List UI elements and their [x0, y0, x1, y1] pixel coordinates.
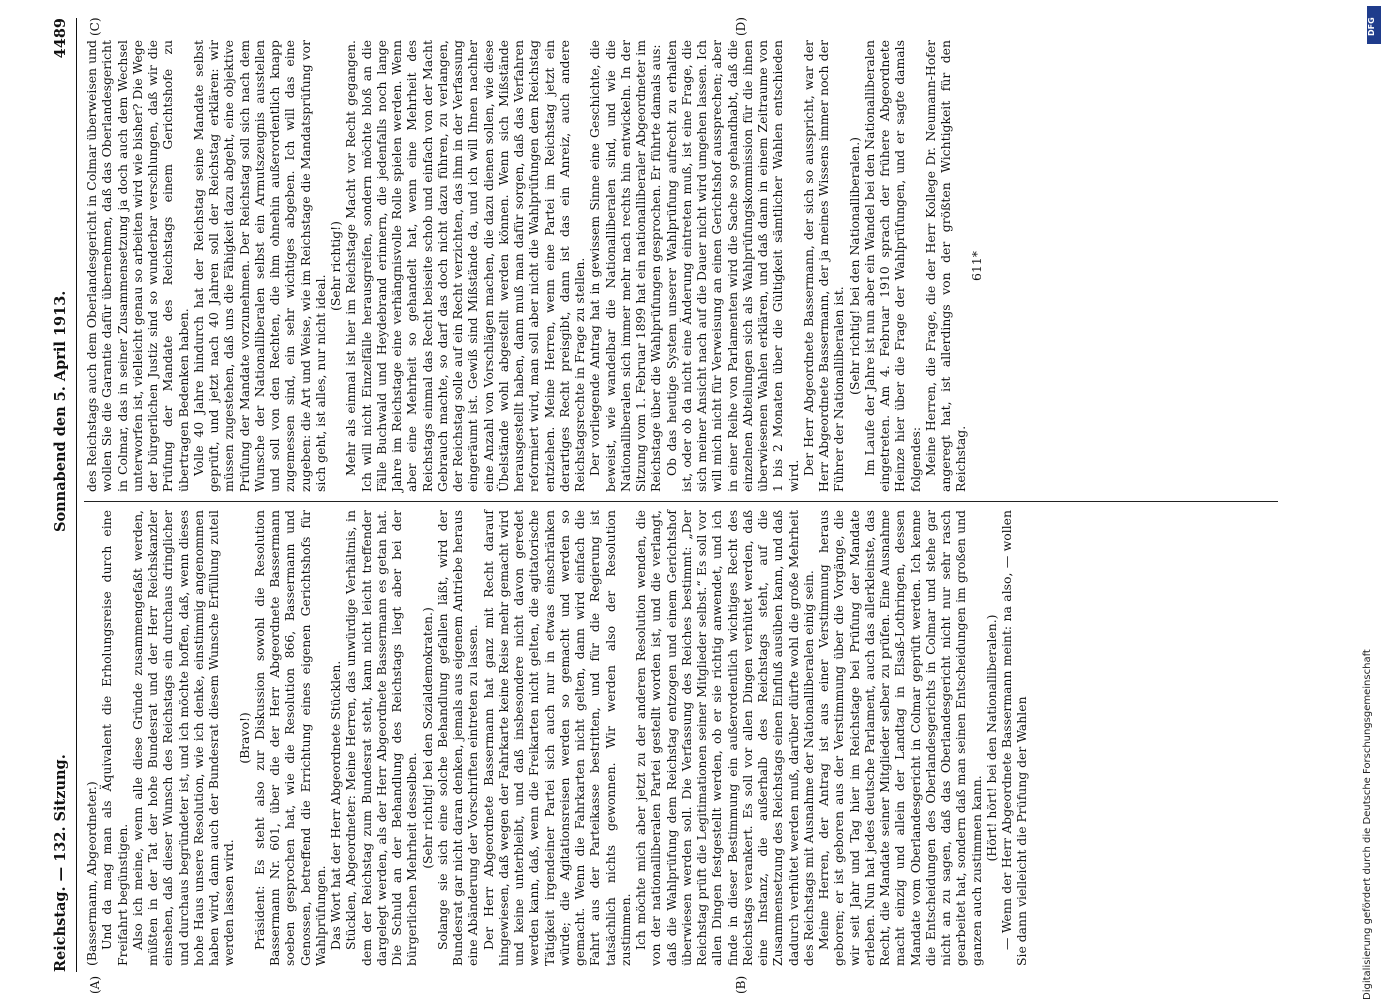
header-center: Sonnabend den 5. April 1913.	[52, 290, 69, 532]
margin-marker-c: (C)	[88, 17, 102, 36]
page-number: 4489	[52, 18, 69, 59]
dfg-logo: DFG	[1367, 6, 1381, 44]
paragraph: (Sehr richtig!)	[328, 221, 343, 311]
paragraph: Solange sie sich eine solche Behandlung gefallen läßt, wird der Bundesrat gar nicht daran denken, jemals aus eigenem Antriebe heraus eine Abänderung der Vorschriften eintreten zu lassen.	[434, 510, 481, 966]
paragraph: Mehr als einmal ist hier im Reichstage Macht vor Recht gegangen. Ich will nicht Einzelfälle herausgreifen, sondern möchte bloß an die Fälle Buchwald und Heydebrand erinnern, die jedenfalls noch lange Jahre im Reichstage eine verhängnisvolle Rolle spielen werden. Wenn aber eine Mehrheit so gehandelt hat, wenn eine Mehrheit des Reichstags einmal das Recht beiseite schob und einfach von der Macht Gebrauch machte, so darf das doch nicht dazu führen, zu verlangen, der Reichstag solle auf ein Recht verzichten, das ihm in der Verfassung eingeräumt ist. Gewiß sind Mißstände da, und ich will Ihnen nachher eine Anzahl von Vorschlägen machen, die dazu dienen sollen, wie diese Übelstände wohl abgestellt werden können. Wenn sich Mißstände herausgestellt haben, dann muß man dafür sorgen, daß das Verfahren reformiert wird, man soll aber nicht die Wahlprüfungen dem Reichstag entziehen. Meine Herren, wenn eine Partei im Reichstag jetzt ein derartiges Recht preisgibt, dann ist das ein Anreiz, auch andere Reichstagsrechte in Frage zu stellen.	[343, 40, 587, 492]
paragraph: — Wenn der Herr Abgeordnete Bassermann meint: na also, — wollen Sie dann vielleicht die Prüfung der Wahlen	[999, 510, 1030, 966]
left-text-column	[84, 510, 1030, 966]
paragraph: Ob das heutige System unserer Wahlprüfung aufrecht zu erhalten ist, oder ob da nicht eine Änderung eintreten muß, ist eine Frage, die sich meiner Ansicht nach auf die Dauer nicht wird umgehen lassen. Ich will mich nicht für Verweisung an einen Gerichtshof aussprechen; aber in einer Reihe von Parlamenten wird die Sache so gehandhabt, daß die einzelnen Abteilungen sich als Wahlprüfungskommission für die ihnen überwiesenen Wahlen erklären, und daß dann in einem Zeitraume von 1 bis 2 Monaten über die Gültigkeit sämtlicher Wahlen entschieden wird.	[663, 40, 801, 492]
paragraph: Also ich meine, wenn alle diese Gründe zusammengefaßt werden, müßten in der Tat der hohe Bundesrat und der Herr Reichskanzler einsehen, daß dieser Wunsch des Reichstags ein durchaus dringlicher und durchaus begründeter ist, und ich möchte hoffen, daß, wenn dieses hohe Haus unsere Resolution, wie ich denke, einstimmig angenommen haben wird, dann auch der Bundesrat diesem Wunsche Erfüllung zuteil werden lassen wird.	[129, 510, 237, 966]
paragraph: Präsident: Es steht also zur Diskussion sowohl die Resolution Bassermann Nr. 601, über die der Herr Abgeordnete Bassermann soeben gesprochen hat, wie die Resolution 866, Bassermann und Genossen, betreffend die Errichtung eines eigenen Gerichtshofs für Wahlprüfungen.	[251, 510, 328, 966]
page-header	[52, 18, 74, 972]
header-left: Reichstag. — 132. Sitzung.	[52, 754, 69, 972]
paragraph: (Bravo!)	[236, 712, 252, 764]
margin-marker-d: (D)	[734, 17, 748, 36]
column-separator	[84, 501, 1278, 502]
paragraph: (Sehr richtig! bei den Sozialdemokraten.)	[419, 607, 435, 869]
paragraph: Meine Herren, der Antrag ist aus einer Verstimmung heraus geboren; er ist geboren aus der Verstimmung über die Vorgänge, die wir seit Jahr und Tag hier im Reichstage bei Prüfung der Mandate erleben. Nun hat jedes deutsche Parlament, auch das allerkleinste, das Recht, die Mandate seiner Mitglieder selber zu prüfen. Eine Ausnahme macht einzig und allein der Landtag in Elsaß-Lothringen, dessen Mandate vom Oberlandesgericht in Colmar geprüft werden. Ich kenne die Entscheidungen des Oberlandesgerichts in Colmar und stehe gar nicht an zu sagen, daß das Oberlandesgericht nicht nur sehr rasch gearbeitet hat, sondern daß man seinen Entscheidungen im großen und ganzen auch zustimmen kann.	[816, 510, 984, 966]
paragraph: Ich möchte mich aber jetzt zu der anderen Resolution wenden, die von der nationalliberalen Partei gestellt worden ist, und die verlangt, daß die Wahlprüfung dem Reichstag entzogen und einem Gerichtshof überwiesen werden soll. Die Verfassung des Reiches bestimmt: „Der Reichstag prüft die Legitimationen seiner Mitglieder selbst.“ Es soll vor allen Dingen festgestellt werden, ob er sie richtig anwendet, und ich finde in dieser Bestimmung ein außerordentlich wichtiges Recht des Reichstags verankert. Es soll vor allen Dingen verhütet werden, daß eine Instanz, die außerhalb des Reichstags steht, auf die Zusammensetzung des Reichstags einen Einfluß ausüben kann, und daß dadurch verhütet werden muß, darüber dürfte wohl die große Mehrheit des Reichstags mit Ausnahme der Nationalliberalen einig sein.	[633, 510, 816, 966]
paragraph: Im Laufe der Jahre ist nun aber ein Wandel bei den Nationalliberalen eingetreten. Am 4. Februar 1910 sprach der frühere Abgeordnete Heinze hier über die Frage der Wahlprüfungen, und er sagte damals folgendes:	[861, 40, 923, 492]
paragraph: Der Herr Abgeordnete Bassermann, der sich so ausspricht, war der Herr Abgeordnete Bassermann, der ja meines Wissens immer noch der Führer der Nationalliberalen ist.	[800, 40, 847, 492]
right-text-column	[84, 40, 984, 492]
funding-notice: Digitalisierung gefördert durch die Deutsche Forschungsgemeinschaft	[1362, 649, 1373, 1000]
paragraph: (Hört! hört! bei den Nationalliberalen.)	[983, 614, 999, 862]
header-rule	[76, 18, 77, 972]
margin-marker-b: (B)	[734, 975, 748, 994]
paragraph: Stücklen, Abgeordneter: Meine Herren, das unwürdige Verhältnis, in dem der Reichstag zum Bundesrat steht, kann nicht leicht treffender dargelegt werden, als der Herr Abgeordnete Bassermann es getan hat. Die Schuld an der Behandlung des Reichstags liegt aber bei der bürgerlichen Mehrheit desselben.	[343, 510, 420, 966]
paragraph: Meine Herren, die Frage, die der Herr Kollege Dr. Neumann-Hofer angeregt hat, ist allerdings von der größten Wichtigkeit für den Reichstag.	[922, 40, 969, 492]
paragraph: Der Herr Abgeordnete Bassermann hat ganz mit Recht darauf hingewiesen, daß wegen der Fahrkarte keine Reise mehr gemacht wird und keine unterbleibt, und daß insbesondere nicht davon geredet werden kann, daß, wenn die Freikarten nicht gelten, die agitatorische Tätigkeit irgendeiner Partei sich auch nur in etwas einschränken würde; die Agitationsreisen werden so gemacht und werden so gemacht. Wenn die Fahrkarten nicht gelten, dann wird einfach die Fahrt aus der Parteikasse bestritten, und für die Regierung ist tatsächlich nichts gewonnen. Wir werden also der Resolution zustimmen.	[480, 510, 633, 966]
paragraph: des Reichstags auch dem Oberlandesgericht in Colmar überweisen und wollen Sie die Garantie dafür übernehmen, daß das Oberlandesgericht in Colmar, das in seiner Zusammensetzung ja doch auch dem Wechsel unterworfen ist, vielleicht genau so arbeiten wird wie bisher? Die Wege der bürgerlichen Justiz sind so wunderbar verschlungen, daß wir die Prüfung der Mandate des Reichstags einem Gerichtshofe zu übertragen Bedenken haben.	[84, 40, 191, 492]
paragraph: Das Wort hat der Herr Abgeordnete Stücklen.	[328, 660, 343, 950]
margin-marker-a: (A)	[88, 975, 102, 994]
paragraph: Der vorliegende Antrag hat in gewissem Sinne eine Geschichte, die beweist, wie wandelbar die Nationalliberalen sind, und wie die Nationalliberalen sich immer mehr nach rechts hin entwickeln. In der Sitzung vom 1. Februar 1899 hat ein nationalliberaler Abgeordneter im Reichstage über die Wahlprüfungen gesprochen. Er führte damals aus:	[587, 40, 664, 492]
paragraph: Und da mag man als Äquivalent die Erholungsreise durch eine Freifahrt begünstigen.	[99, 510, 130, 966]
paragraph: Volle 40 Jahre hindurch hat der Reichstag seine Mandate selbst geprüft, und jetzt nach 40 Jahren soll der Reichstag erklären: wir müssen zugestehen, daß uns die Fähigkeit dazu abgeht, eine objektive Prüfung der Mandate vorzunehmen. Der Reichstag soll sich nach dem Wunsche der Nationalliberalen selbst ein Armutszeugnis ausstellen und soll von den Rechten, die ihm ohnehin außerordentlich knapp zugemessen sind, ein sehr wichtiges abgeben. Ich will das eine zugeben: die Art und Weise, wie im Reichstage die Mandatsprüfung vor sich geht, ist alles, nur nicht ideal.	[190, 40, 328, 492]
paragraph: (Bassermann, Abgeordneter.)	[84, 781, 99, 966]
paragraph: (Sehr richtig! bei den Nationalliberalen.)	[846, 137, 862, 395]
paragraph: 611*	[968, 251, 984, 281]
